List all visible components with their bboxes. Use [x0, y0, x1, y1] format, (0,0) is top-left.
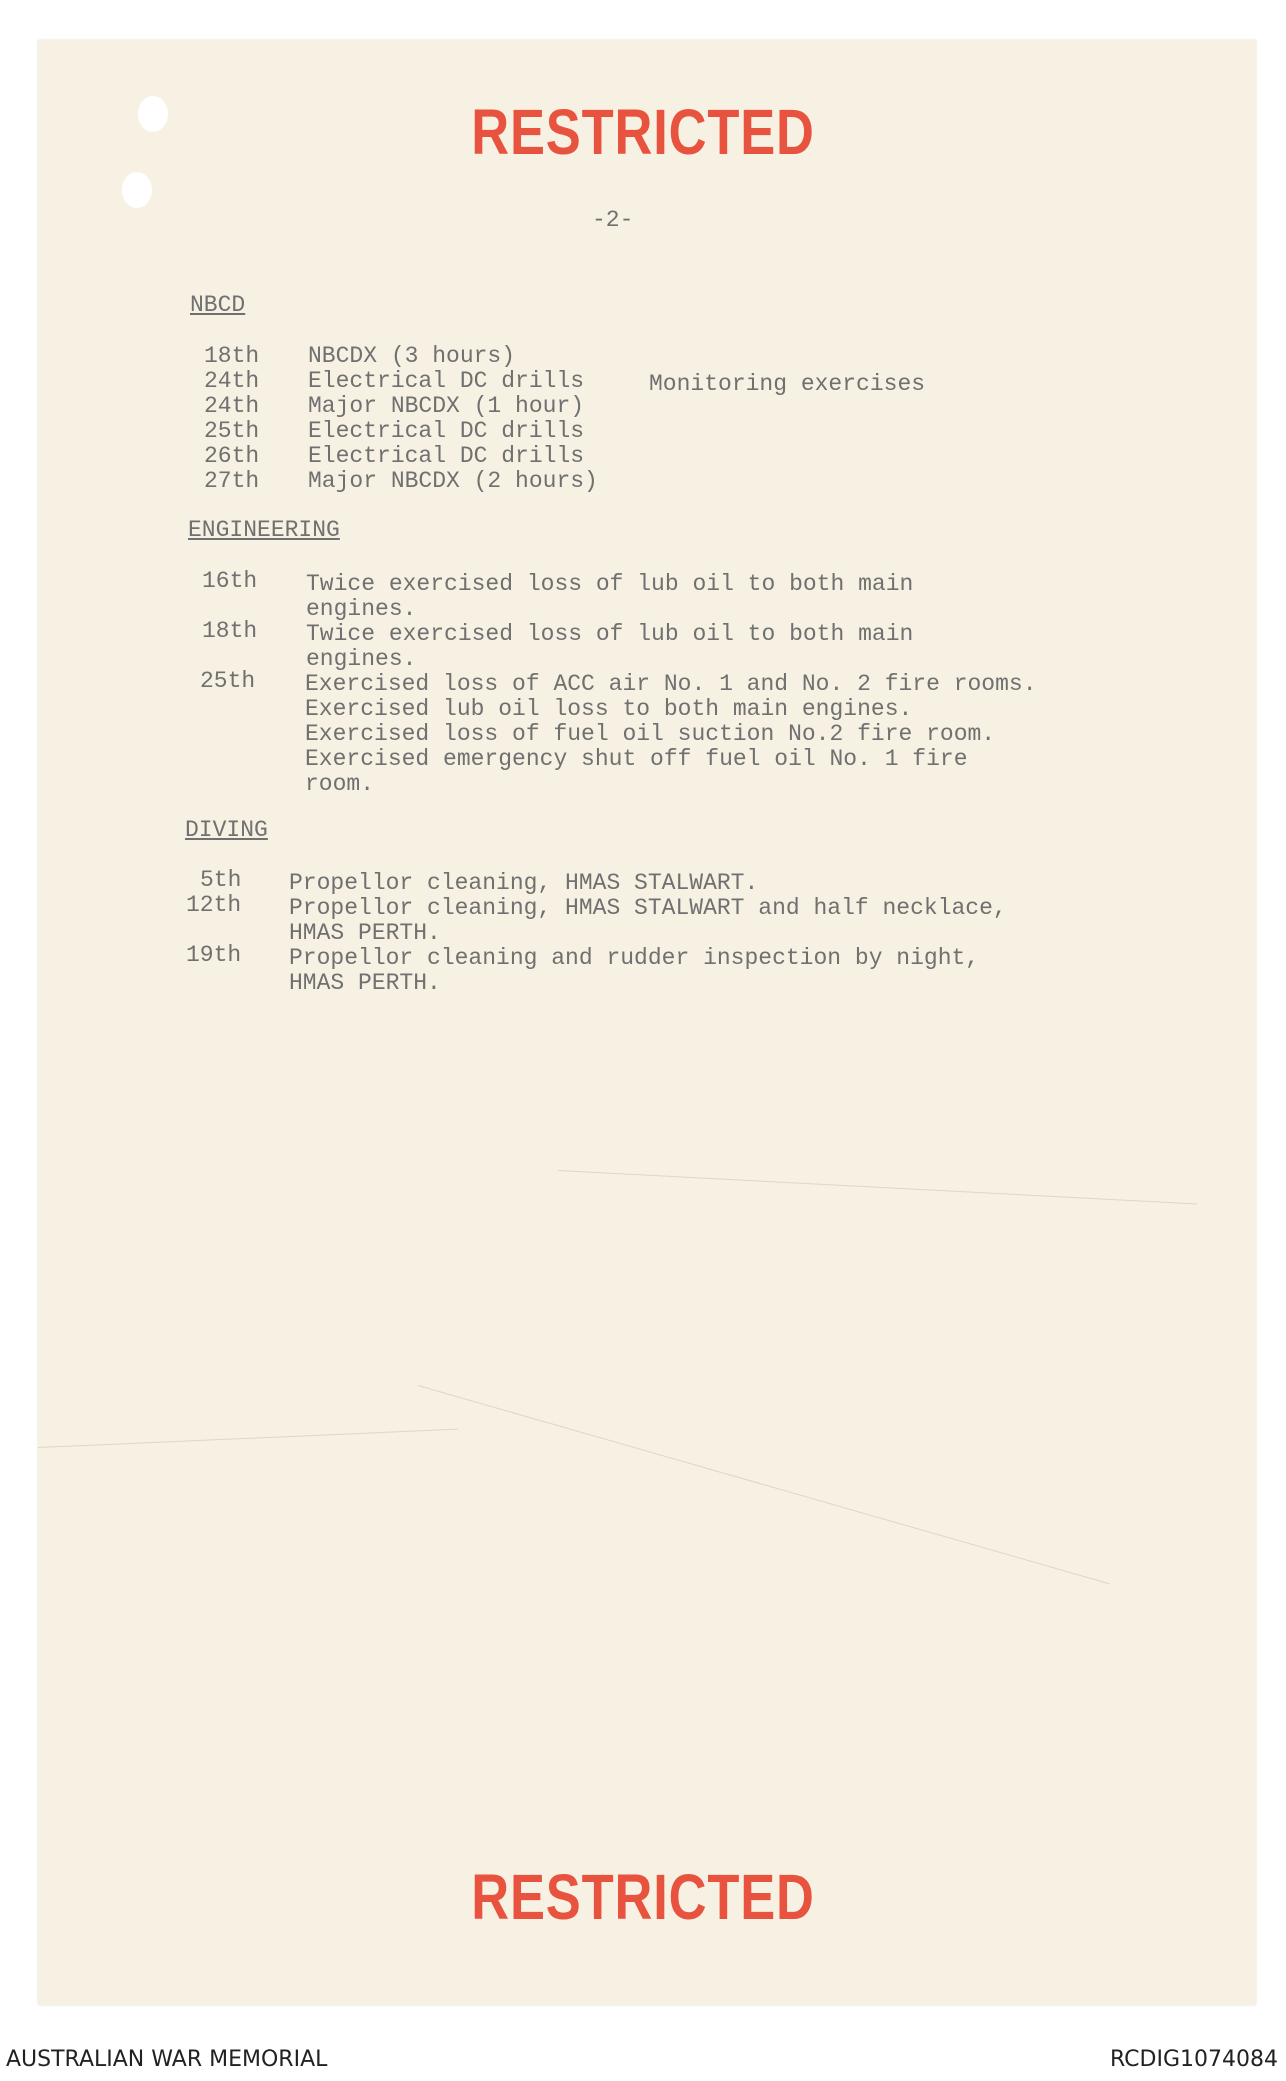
list-item-text: Electrical DC drills: [308, 368, 585, 394]
list-item-text: HMAS PERTH.: [289, 970, 441, 996]
list-item-day: 18th: [204, 343, 260, 369]
list-item-text: Electrical DC drills: [308, 418, 585, 444]
list-item-text: Exercised lub oil loss to both main engines.: [305, 696, 913, 722]
list-item-day: 24th: [204, 393, 260, 419]
page-number: -2-: [592, 207, 634, 233]
footer-identifier: RCDIG1074084: [1109, 2047, 1278, 2072]
list-item-day: 25th: [200, 668, 256, 694]
list-item-day: 16th: [202, 568, 258, 594]
list-item-text: Twice exercised loss of lub oil to both main: [306, 571, 914, 597]
list-item-day: 25th: [204, 418, 260, 444]
restricted-stamp-top: RESTRICTED: [471, 96, 815, 168]
section-heading-diving: DIVING: [185, 817, 268, 843]
paper-sheet: [38, 40, 1256, 2005]
list-item-day: 5th: [200, 867, 242, 893]
list-item-text: NBCDX (3 hours): [308, 343, 516, 369]
list-item-text: Exercised loss of fuel oil suction No.2 fire room.: [305, 721, 996, 747]
list-item-day: 12th: [186, 892, 242, 918]
paper-crease: [418, 1385, 1110, 1584]
list-item-day: 18th: [202, 618, 258, 644]
list-item-text: engines.: [306, 646, 417, 672]
paper-crease: [38, 1429, 458, 1448]
list-item-text: room.: [305, 771, 375, 797]
footer-source: AUSTRALIAN WAR MEMORIAL: [6, 2047, 328, 2072]
section-heading-engineering: ENGINEERING: [188, 517, 340, 543]
list-item-text: engines.: [306, 596, 417, 622]
list-item-text: Twice exercised loss of lub oil to both main: [306, 621, 914, 647]
paper-crease: [558, 1170, 1197, 1204]
list-item-day: 19th: [186, 942, 242, 968]
punch-hole: [122, 172, 152, 208]
list-item-day: 24th: [204, 368, 260, 394]
list-item-text: Propellor cleaning and rudder inspection by night,: [289, 945, 980, 971]
list-item-text: Propellor cleaning, HMAS STALWART.: [289, 870, 759, 896]
list-item-text: Exercised emergency shut off fuel oil No. 1 fire: [305, 746, 968, 772]
list-item-text: Major NBCDX (2 hours): [308, 468, 598, 494]
list-item-day: 26th: [204, 443, 260, 469]
list-item-text: Exercised loss of ACC air No. 1 and No. 2 fire rooms.: [305, 671, 1037, 697]
nbcd-note: Monitoring exercises: [649, 371, 926, 397]
restricted-stamp-bottom: RESTRICTED: [471, 1861, 815, 1933]
list-item-text: Propellor cleaning, HMAS STALWART and half necklace,: [289, 895, 1007, 921]
section-heading-nbcd: NBCD: [190, 292, 246, 318]
list-item-text: HMAS PERTH.: [289, 920, 441, 946]
list-item-text: Electrical DC drills: [308, 443, 585, 469]
list-item-day: 27th: [204, 468, 260, 494]
list-item-text: Major NBCDX (1 hour): [308, 393, 585, 419]
